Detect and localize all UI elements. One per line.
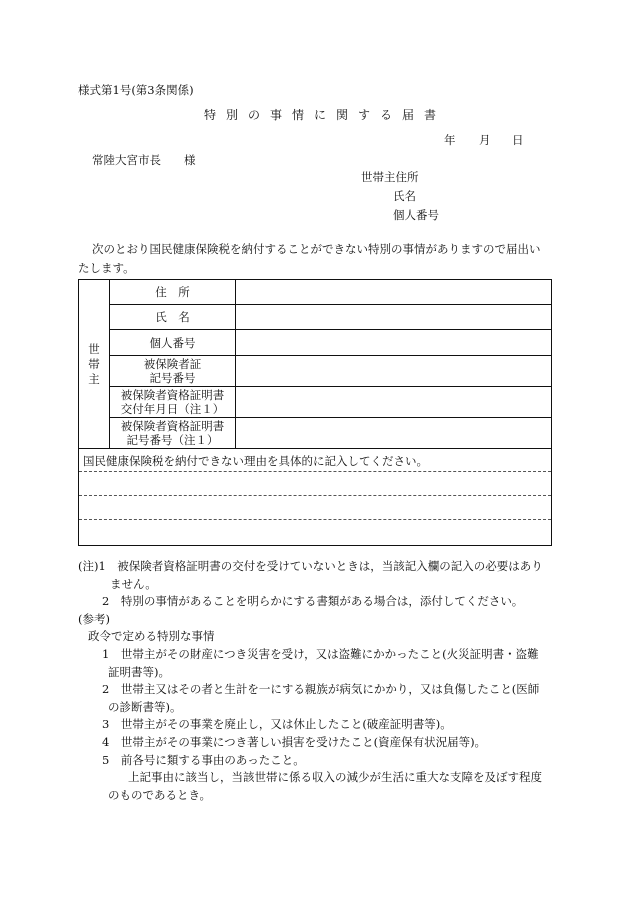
reference-final-line-1: 上記事由に該当し，当該世帯に係る収入の減少が生活に重大な支障を及ぼす程度	[128, 770, 542, 785]
certificate-number-field[interactable]	[236, 418, 552, 449]
reference-item-1-line-2: 証明書等)。	[108, 664, 170, 679]
reason-label: 国民健康保険税を納付できない理由を具体的に記入してください。	[83, 454, 428, 468]
form-number: 様式第1号(第3条関係)	[78, 83, 194, 97]
reference-item-2-line-1: 2 世帯主又はその者と生計を一にする親族が病気にかかり，又は負傷したこと(医師	[102, 682, 540, 697]
date-month-label: 月	[479, 133, 491, 147]
table-row	[79, 418, 552, 449]
household-head-form-table	[78, 279, 552, 546]
insurance-card-number-field[interactable]	[236, 356, 552, 387]
note-1-line-1: (注)1 被保険者資格証明書の交付を受けていないときは，当該記入欄の記入の必要はあり	[78, 559, 543, 573]
reference-item-5: 5 前各号に類する事由のあったこと。	[102, 752, 305, 767]
table-row	[79, 356, 552, 387]
reason-section	[79, 449, 552, 546]
table-row	[79, 280, 552, 305]
reason-line-2[interactable]	[79, 495, 551, 519]
notes-section	[78, 558, 558, 804]
table-row	[79, 305, 552, 330]
note-2: 2 特別の事情があることを明らかにする書類がある場合は，添付してください。	[102, 594, 524, 609]
date-day-label: 日	[512, 133, 524, 147]
reason-line-1[interactable]	[79, 471, 551, 495]
row-label-id-number: 個人番号	[110, 330, 236, 356]
reference-item-3: 3 世帯主がその事業を廃止し，又は休止したこと(破産証明書等)。	[102, 717, 452, 732]
name-field[interactable]	[236, 305, 552, 330]
reference-item-4: 4 世帯主がその事業につき著しい損害を受けたこと(資産保有状況届等)。	[102, 734, 487, 749]
row-label-address: 住 所	[110, 280, 236, 305]
addressee: 常陸大宮市長	[92, 153, 161, 167]
table-row	[79, 330, 552, 356]
intro-line-2: たします。	[78, 261, 135, 275]
applicant-address-label: 世帯主住所	[361, 170, 419, 184]
reference-subheading: 政令で定める特別な事情	[88, 629, 215, 644]
row-label-certificate-number: 被保険者資格証明書 記号番号（注１）	[110, 418, 236, 449]
household-head-group-label: 世 帯 主	[79, 280, 110, 449]
row-label-certificate-date: 被保険者資格証明書 交付年月日（注１）	[110, 387, 236, 418]
reference-heading: (参考)	[78, 611, 110, 626]
reference-item-1-line-1: 1 世帯主がその財産につき災害を受け，又は盗難にかかったこと(火災証明書・盗難	[102, 646, 539, 661]
reason-line-3[interactable]	[79, 519, 551, 543]
table-row	[79, 387, 552, 418]
certificate-date-field[interactable]	[236, 387, 552, 418]
addressee-honorific: 様	[184, 153, 196, 167]
row-label-name: 氏 名	[110, 305, 236, 330]
note-1-line-2: ません。	[110, 576, 157, 591]
reference-final-line-2: のものであるとき。	[108, 787, 212, 802]
id-number-field[interactable]	[236, 330, 552, 356]
applicant-name-label: 氏名	[393, 189, 416, 203]
reference-item-2-line-2: の診断書等)。	[108, 699, 182, 714]
form-title: 特別の事情に関する届書	[204, 108, 447, 122]
address-field[interactable]	[236, 280, 552, 305]
applicant-id-label: 個人番号	[393, 208, 439, 222]
intro-line-1: 次のとおり国民健康保険税を納付することができない特別の事情がありますので届出い	[92, 242, 541, 256]
date-year-label: 年	[444, 133, 456, 147]
row-label-insurance-card: 被保険者証 記号番号	[110, 356, 236, 387]
